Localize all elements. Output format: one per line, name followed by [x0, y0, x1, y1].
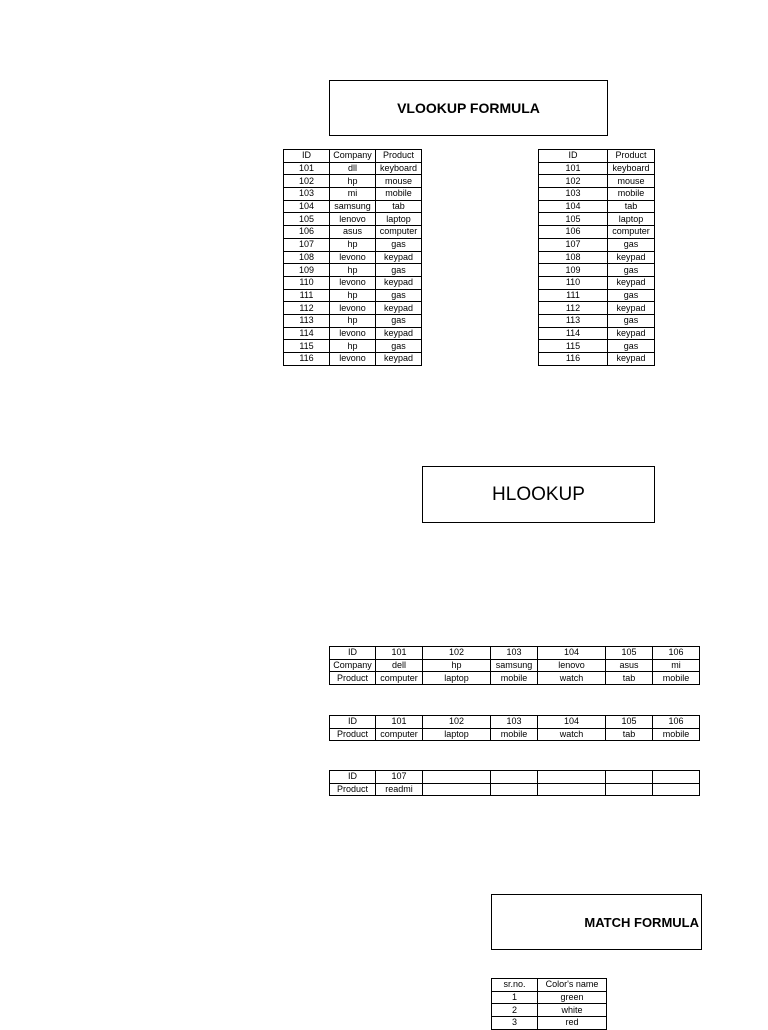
- vlookup-result-table: [538, 149, 655, 366]
- table-cell[interactable]: 106: [653, 716, 700, 729]
- table-cell[interactable]: 103: [539, 188, 608, 201]
- table-row: [539, 226, 655, 239]
- table-cell[interactable]: gas: [376, 289, 422, 302]
- table-cell[interactable]: 115: [284, 340, 330, 353]
- table-row: [284, 200, 422, 213]
- table-cell[interactable]: keypad: [376, 276, 422, 289]
- table-cell[interactable]: gas: [376, 264, 422, 277]
- table-cell[interactable]: 107: [376, 771, 423, 784]
- table-cell[interactable]: keypad: [608, 353, 655, 366]
- table-cell[interactable]: keypad: [608, 302, 655, 315]
- table-cell[interactable]: hp: [330, 264, 376, 277]
- table-cell[interactable]: computer: [376, 672, 423, 685]
- table-cell[interactable]: keypad: [376, 251, 422, 264]
- table-cell[interactable]: 105: [606, 716, 653, 729]
- table-cell[interactable]: [653, 783, 700, 796]
- table-cell[interactable]: levono: [330, 353, 376, 366]
- table-row: [539, 289, 655, 302]
- table-row: [539, 264, 655, 277]
- table-cell[interactable]: gas: [376, 238, 422, 251]
- table-row: [284, 264, 422, 277]
- table-row: [284, 213, 422, 226]
- table-cell[interactable]: 109: [284, 264, 330, 277]
- table-cell[interactable]: 112: [539, 302, 608, 315]
- table-row: [284, 276, 422, 289]
- table-row: [330, 771, 700, 784]
- table-cell[interactable]: 105: [606, 647, 653, 660]
- table-cell[interactable]: 101: [539, 162, 608, 175]
- table-row: [284, 327, 422, 340]
- table-row: [284, 353, 422, 366]
- table-cell[interactable]: readmi: [376, 783, 423, 796]
- table-cell[interactable]: lenovo: [538, 659, 606, 672]
- table-cell[interactable]: asus: [606, 659, 653, 672]
- table-cell[interactable]: mobile: [491, 728, 538, 741]
- table-row: [330, 728, 700, 741]
- table-cell[interactable]: laptop: [376, 213, 422, 226]
- table-cell[interactable]: 108: [284, 251, 330, 264]
- table-row: [539, 314, 655, 327]
- match-table: [491, 978, 607, 1030]
- table-cell[interactable]: watch: [538, 672, 606, 685]
- table-cell[interactable]: dell: [376, 659, 423, 672]
- table-cell[interactable]: 104: [538, 647, 606, 660]
- table-row: [284, 175, 422, 188]
- header-cell[interactable]: ID: [284, 150, 330, 163]
- table-cell[interactable]: mobile: [608, 188, 655, 201]
- table-cell[interactable]: keypad: [376, 302, 422, 315]
- table-cell[interactable]: tab: [606, 728, 653, 741]
- table-cell[interactable]: gas: [608, 264, 655, 277]
- row-label-cell[interactable]: ID: [330, 771, 376, 784]
- table-cell[interactable]: mobile: [653, 672, 700, 685]
- table-row: [539, 251, 655, 264]
- table-cell[interactable]: levono: [330, 327, 376, 340]
- table-cell[interactable]: levono: [330, 276, 376, 289]
- table-cell[interactable]: 110: [284, 276, 330, 289]
- table-row: [539, 188, 655, 201]
- table-cell[interactable]: laptop: [423, 728, 491, 741]
- table-row: [539, 200, 655, 213]
- table-cell[interactable]: mouse: [608, 175, 655, 188]
- table-cell[interactable]: 3: [492, 1017, 538, 1030]
- table-cell[interactable]: gas: [608, 289, 655, 302]
- table-cell[interactable]: 2: [492, 1004, 538, 1017]
- table-cell[interactable]: hp: [330, 238, 376, 251]
- table-cell[interactable]: 115: [539, 340, 608, 353]
- table-cell[interactable]: 107: [539, 238, 608, 251]
- vlookup-source-table: [283, 149, 422, 366]
- table-cell[interactable]: 116: [284, 353, 330, 366]
- table-cell[interactable]: lenovo: [330, 213, 376, 226]
- header-cell[interactable]: Product: [608, 150, 655, 163]
- table-cell[interactable]: hp: [330, 314, 376, 327]
- table-row: [284, 188, 422, 201]
- match-title: MATCH FORMULA: [491, 894, 702, 950]
- table-cell[interactable]: 111: [539, 289, 608, 302]
- hlookup-lookup-table: [329, 770, 700, 796]
- table-cell[interactable]: 101: [376, 716, 423, 729]
- table-cell[interactable]: 1: [492, 991, 538, 1004]
- table-row: [539, 162, 655, 175]
- table-row: [539, 302, 655, 315]
- table-row: [284, 314, 422, 327]
- table-row: [492, 1017, 607, 1030]
- table-cell[interactable]: 109: [539, 264, 608, 277]
- table-cell[interactable]: 114: [539, 327, 608, 340]
- table-cell[interactable]: 113: [284, 314, 330, 327]
- row-label-cell[interactable]: ID: [330, 716, 376, 729]
- table-cell[interactable]: keypad: [376, 327, 422, 340]
- table-cell[interactable]: 113: [539, 314, 608, 327]
- hlookup-source-table: [329, 646, 700, 685]
- header-cell[interactable]: Company: [330, 150, 376, 163]
- table-row: [539, 327, 655, 340]
- table-cell[interactable]: 101: [376, 647, 423, 660]
- table-cell[interactable]: 105: [284, 213, 330, 226]
- table-cell[interactable]: mi: [330, 188, 376, 201]
- table-row: [330, 647, 700, 660]
- table-cell[interactable]: 102: [539, 175, 608, 188]
- table-cell[interactable]: levono: [330, 251, 376, 264]
- table-cell[interactable]: white: [538, 1004, 607, 1017]
- table-cell[interactable]: red: [538, 1017, 607, 1030]
- header-row: [539, 150, 655, 163]
- table-row: [330, 672, 700, 685]
- table-cell[interactable]: keypad: [376, 353, 422, 366]
- table-cell[interactable]: 104: [284, 200, 330, 213]
- table-row: [539, 238, 655, 251]
- table-cell[interactable]: 106: [284, 226, 330, 239]
- table-row: [492, 1004, 607, 1017]
- table-row: [284, 302, 422, 315]
- table-cell[interactable]: mi: [653, 659, 700, 672]
- table-cell[interactable]: hp: [330, 289, 376, 302]
- table-row: [539, 353, 655, 366]
- header-cell[interactable]: Product: [376, 150, 422, 163]
- table-row: [284, 289, 422, 302]
- table-cell[interactable]: 116: [539, 353, 608, 366]
- header-row: [492, 979, 607, 992]
- table-row: [330, 659, 700, 672]
- table-cell[interactable]: green: [538, 991, 607, 1004]
- header-cell[interactable]: sr.no.: [492, 979, 538, 992]
- table-cell[interactable]: keypad: [608, 251, 655, 264]
- header-cell[interactable]: ID: [539, 150, 608, 163]
- table-row: [330, 716, 700, 729]
- row-label-cell[interactable]: Company: [330, 659, 376, 672]
- table-cell[interactable]: 114: [284, 327, 330, 340]
- table-row: [492, 991, 607, 1004]
- header-row: [284, 150, 422, 163]
- table-cell[interactable]: [423, 783, 491, 796]
- table-cell[interactable]: levono: [330, 302, 376, 315]
- table-cell[interactable]: gas: [376, 340, 422, 353]
- table-cell[interactable]: 105: [539, 213, 608, 226]
- table-cell[interactable]: gas: [376, 314, 422, 327]
- table-row: [539, 175, 655, 188]
- table-cell[interactable]: 103: [491, 716, 538, 729]
- table-row: [539, 340, 655, 353]
- table-cell[interactable]: hp: [423, 659, 491, 672]
- table-cell[interactable]: [423, 771, 491, 784]
- table-cell[interactable]: dll: [330, 162, 376, 175]
- row-label-cell[interactable]: Product: [330, 783, 376, 796]
- table-cell[interactable]: 103: [284, 188, 330, 201]
- table-cell[interactable]: 102: [284, 175, 330, 188]
- table-cell[interactable]: 106: [539, 226, 608, 239]
- table-cell[interactable]: mobile: [491, 672, 538, 685]
- table-cell[interactable]: computer: [376, 226, 422, 239]
- table-cell[interactable]: laptop: [423, 672, 491, 685]
- table-row: [539, 276, 655, 289]
- table-cell[interactable]: 103: [491, 647, 538, 660]
- table-cell[interactable]: 102: [423, 647, 491, 660]
- table-cell[interactable]: hp: [330, 340, 376, 353]
- table-cell[interactable]: 112: [284, 302, 330, 315]
- table-cell[interactable]: 106: [653, 647, 700, 660]
- table-cell[interactable]: 104: [538, 716, 606, 729]
- table-cell[interactable]: tab: [376, 200, 422, 213]
- table-cell[interactable]: laptop: [608, 213, 655, 226]
- table-cell[interactable]: mouse: [376, 175, 422, 188]
- row-label-cell[interactable]: Product: [330, 672, 376, 685]
- table-cell[interactable]: 108: [539, 251, 608, 264]
- table-cell[interactable]: mobile: [653, 728, 700, 741]
- table-cell[interactable]: [491, 771, 538, 784]
- header-cell[interactable]: Color's name: [538, 979, 607, 992]
- vlookup-title: VLOOKUP FORMULA: [329, 80, 608, 136]
- table-cell[interactable]: [606, 783, 653, 796]
- table-cell[interactable]: keypad: [608, 327, 655, 340]
- table-cell[interactable]: 110: [539, 276, 608, 289]
- table-cell[interactable]: computer: [376, 728, 423, 741]
- table-cell[interactable]: gas: [608, 340, 655, 353]
- table-cell[interactable]: [606, 771, 653, 784]
- table-cell[interactable]: gas: [608, 314, 655, 327]
- table-cell[interactable]: tab: [608, 200, 655, 213]
- hlookup-title: HLOOKUP: [422, 466, 655, 523]
- table-cell[interactable]: [491, 783, 538, 796]
- table-cell[interactable]: 104: [539, 200, 608, 213]
- table-cell[interactable]: asus: [330, 226, 376, 239]
- table-cell[interactable]: 102: [423, 716, 491, 729]
- table-cell[interactable]: keyboard: [608, 162, 655, 175]
- table-cell[interactable]: keyboard: [376, 162, 422, 175]
- row-label-cell[interactable]: Product: [330, 728, 376, 741]
- row-label-cell[interactable]: ID: [330, 647, 376, 660]
- table-row: [284, 340, 422, 353]
- table-cell[interactable]: mobile: [376, 188, 422, 201]
- table-cell[interactable]: samsung: [491, 659, 538, 672]
- hlookup-result-table: [329, 715, 700, 741]
- table-cell[interactable]: 107: [284, 238, 330, 251]
- table-cell[interactable]: 101: [284, 162, 330, 175]
- table-cell[interactable]: tab: [606, 672, 653, 685]
- table-cell[interactable]: watch: [538, 728, 606, 741]
- table-cell[interactable]: [653, 771, 700, 784]
- table-row: [284, 251, 422, 264]
- table-row: [284, 238, 422, 251]
- table-cell[interactable]: hp: [330, 175, 376, 188]
- table-row: [284, 162, 422, 175]
- table-cell[interactable]: computer: [608, 226, 655, 239]
- table-cell[interactable]: gas: [608, 238, 655, 251]
- table-row: [284, 226, 422, 239]
- table-cell[interactable]: samsung: [330, 200, 376, 213]
- table-cell[interactable]: keypad: [608, 276, 655, 289]
- table-cell[interactable]: 111: [284, 289, 330, 302]
- table-cell[interactable]: [538, 783, 606, 796]
- table-row: [539, 213, 655, 226]
- table-row: [330, 783, 700, 796]
- page-edge-mask: [702, 640, 768, 1024]
- table-cell[interactable]: [538, 771, 606, 784]
